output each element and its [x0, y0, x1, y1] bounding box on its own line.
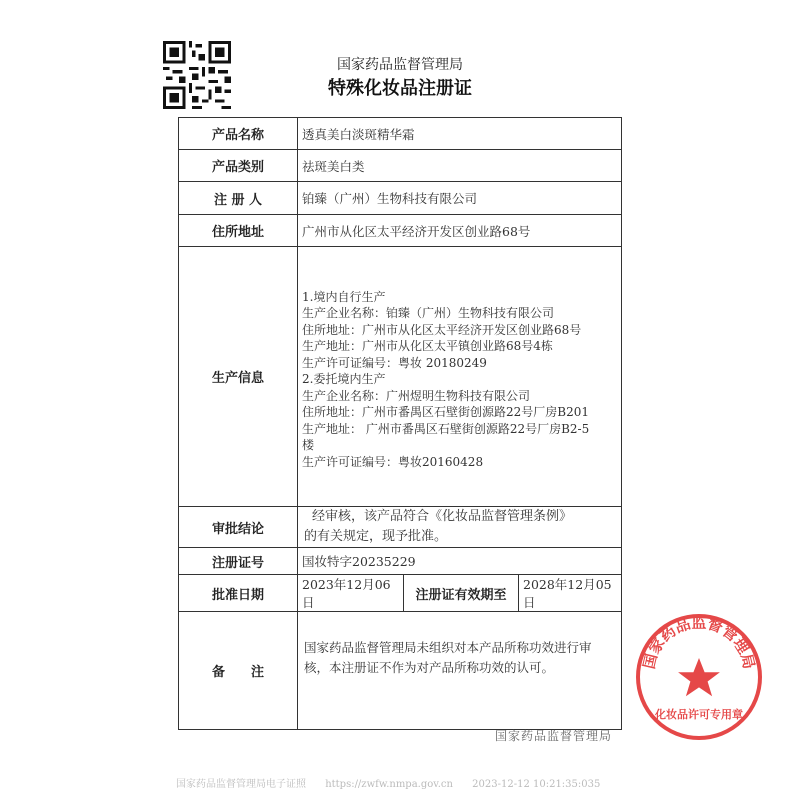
stamp-caption: 国家药品监督管理局 — [494, 729, 612, 743]
production-line: 住所地址：广州市从化区太平经济开发区创业路68号 — [302, 322, 582, 337]
production-line: 1.境内自行生产 — [302, 289, 386, 304]
value-approve-date: 2023年12月06日 — [298, 575, 404, 612]
seal-bottom-text: 化妆品许可专用章 — [655, 708, 743, 721]
production-line: 楼 — [302, 438, 315, 453]
production-line: 生产许可证编号：粤妆 20180249 — [302, 355, 487, 370]
label-reg-no: 注册证号 — [179, 548, 298, 575]
production-line: 生产地址：广州市从化区太平镇创业路68号4栋 — [302, 339, 553, 354]
value-reg-no: 国妆特字20235229 — [298, 548, 622, 575]
official-seal — [634, 612, 764, 742]
label-product-name: 产品名称 — [179, 118, 298, 150]
row-category — [179, 150, 622, 182]
certificate-table — [178, 117, 622, 730]
approval-line: 的有关规定，现予批准。 — [304, 529, 448, 544]
production-line: 生产企业名称：铂臻（广州）生物科技有限公司 — [302, 306, 555, 321]
row-approval — [179, 507, 622, 548]
production-line: 生产企业名称：广州煜明生物科技有限公司 — [302, 388, 531, 403]
label-production: 生产信息 — [179, 247, 298, 507]
agency-name: 国家药品监督管理局 — [337, 57, 463, 73]
value-production — [298, 247, 622, 507]
production-line: 住所地址：广州市番禺区石壁街创源路22号厂房B201 — [302, 405, 589, 420]
row-reg-no — [179, 548, 622, 575]
row-registrant — [179, 182, 622, 215]
value-category: 祛斑美白类 — [298, 150, 622, 182]
star-icon — [678, 658, 720, 696]
seal-ring-text: 国家药品监督管理局 — [639, 613, 759, 671]
row-dates — [179, 575, 622, 612]
label-address: 住所地址 — [179, 215, 298, 247]
value-address: 广州市从化区太平经济开发区创业路68号 — [298, 215, 622, 247]
production-line: 生产许可证编号：粤妆20160428 — [302, 454, 484, 469]
label-remarks: 备 注 — [179, 612, 298, 730]
footer-timestamp: 2023-12-12 10:21:35:035 — [472, 779, 601, 790]
label-approve-date: 批准日期 — [179, 575, 298, 612]
row-product-name — [179, 118, 622, 150]
footer — [176, 775, 616, 790]
row-remarks — [179, 612, 622, 730]
approval-line: 经审核，该产品符合《化妆品监督管理条例》 — [312, 509, 573, 524]
remark-line: 核，本注册证不作为对产品所称功效的认可。 — [304, 659, 555, 675]
label-valid-until: 注册证有效期至 — [404, 575, 519, 612]
production-line: 生产地址： 广州市番禺区石壁街创源路22号厂房B2-5 — [302, 421, 590, 436]
label-approval: 审批结论 — [179, 507, 298, 548]
remark-line: 国家药品监督管理局未组织对本产品所称功效进行审 — [304, 639, 592, 655]
row-address — [179, 215, 622, 247]
footer-source: 国家药品监督管理局电子证照 — [176, 779, 306, 790]
value-approval — [298, 507, 622, 548]
production-line: 2.委托境内生产 — [302, 372, 386, 387]
certificate-title: 特殊化妆品注册证 — [328, 78, 472, 99]
value-valid-until: 2028年12月05日 — [519, 575, 622, 612]
label-category: 产品类别 — [179, 150, 298, 182]
value-registrant: 铂臻（广州）生物科技有限公司 — [298, 182, 622, 215]
footer-url[interactable]: https://zwfw.nmpa.gov.cn — [325, 779, 453, 790]
label-registrant: 注 册 人 — [179, 182, 298, 215]
row-production — [179, 247, 622, 507]
value-product-name: 透真美白淡斑精华霜 — [298, 118, 622, 150]
value-remarks — [298, 612, 622, 730]
